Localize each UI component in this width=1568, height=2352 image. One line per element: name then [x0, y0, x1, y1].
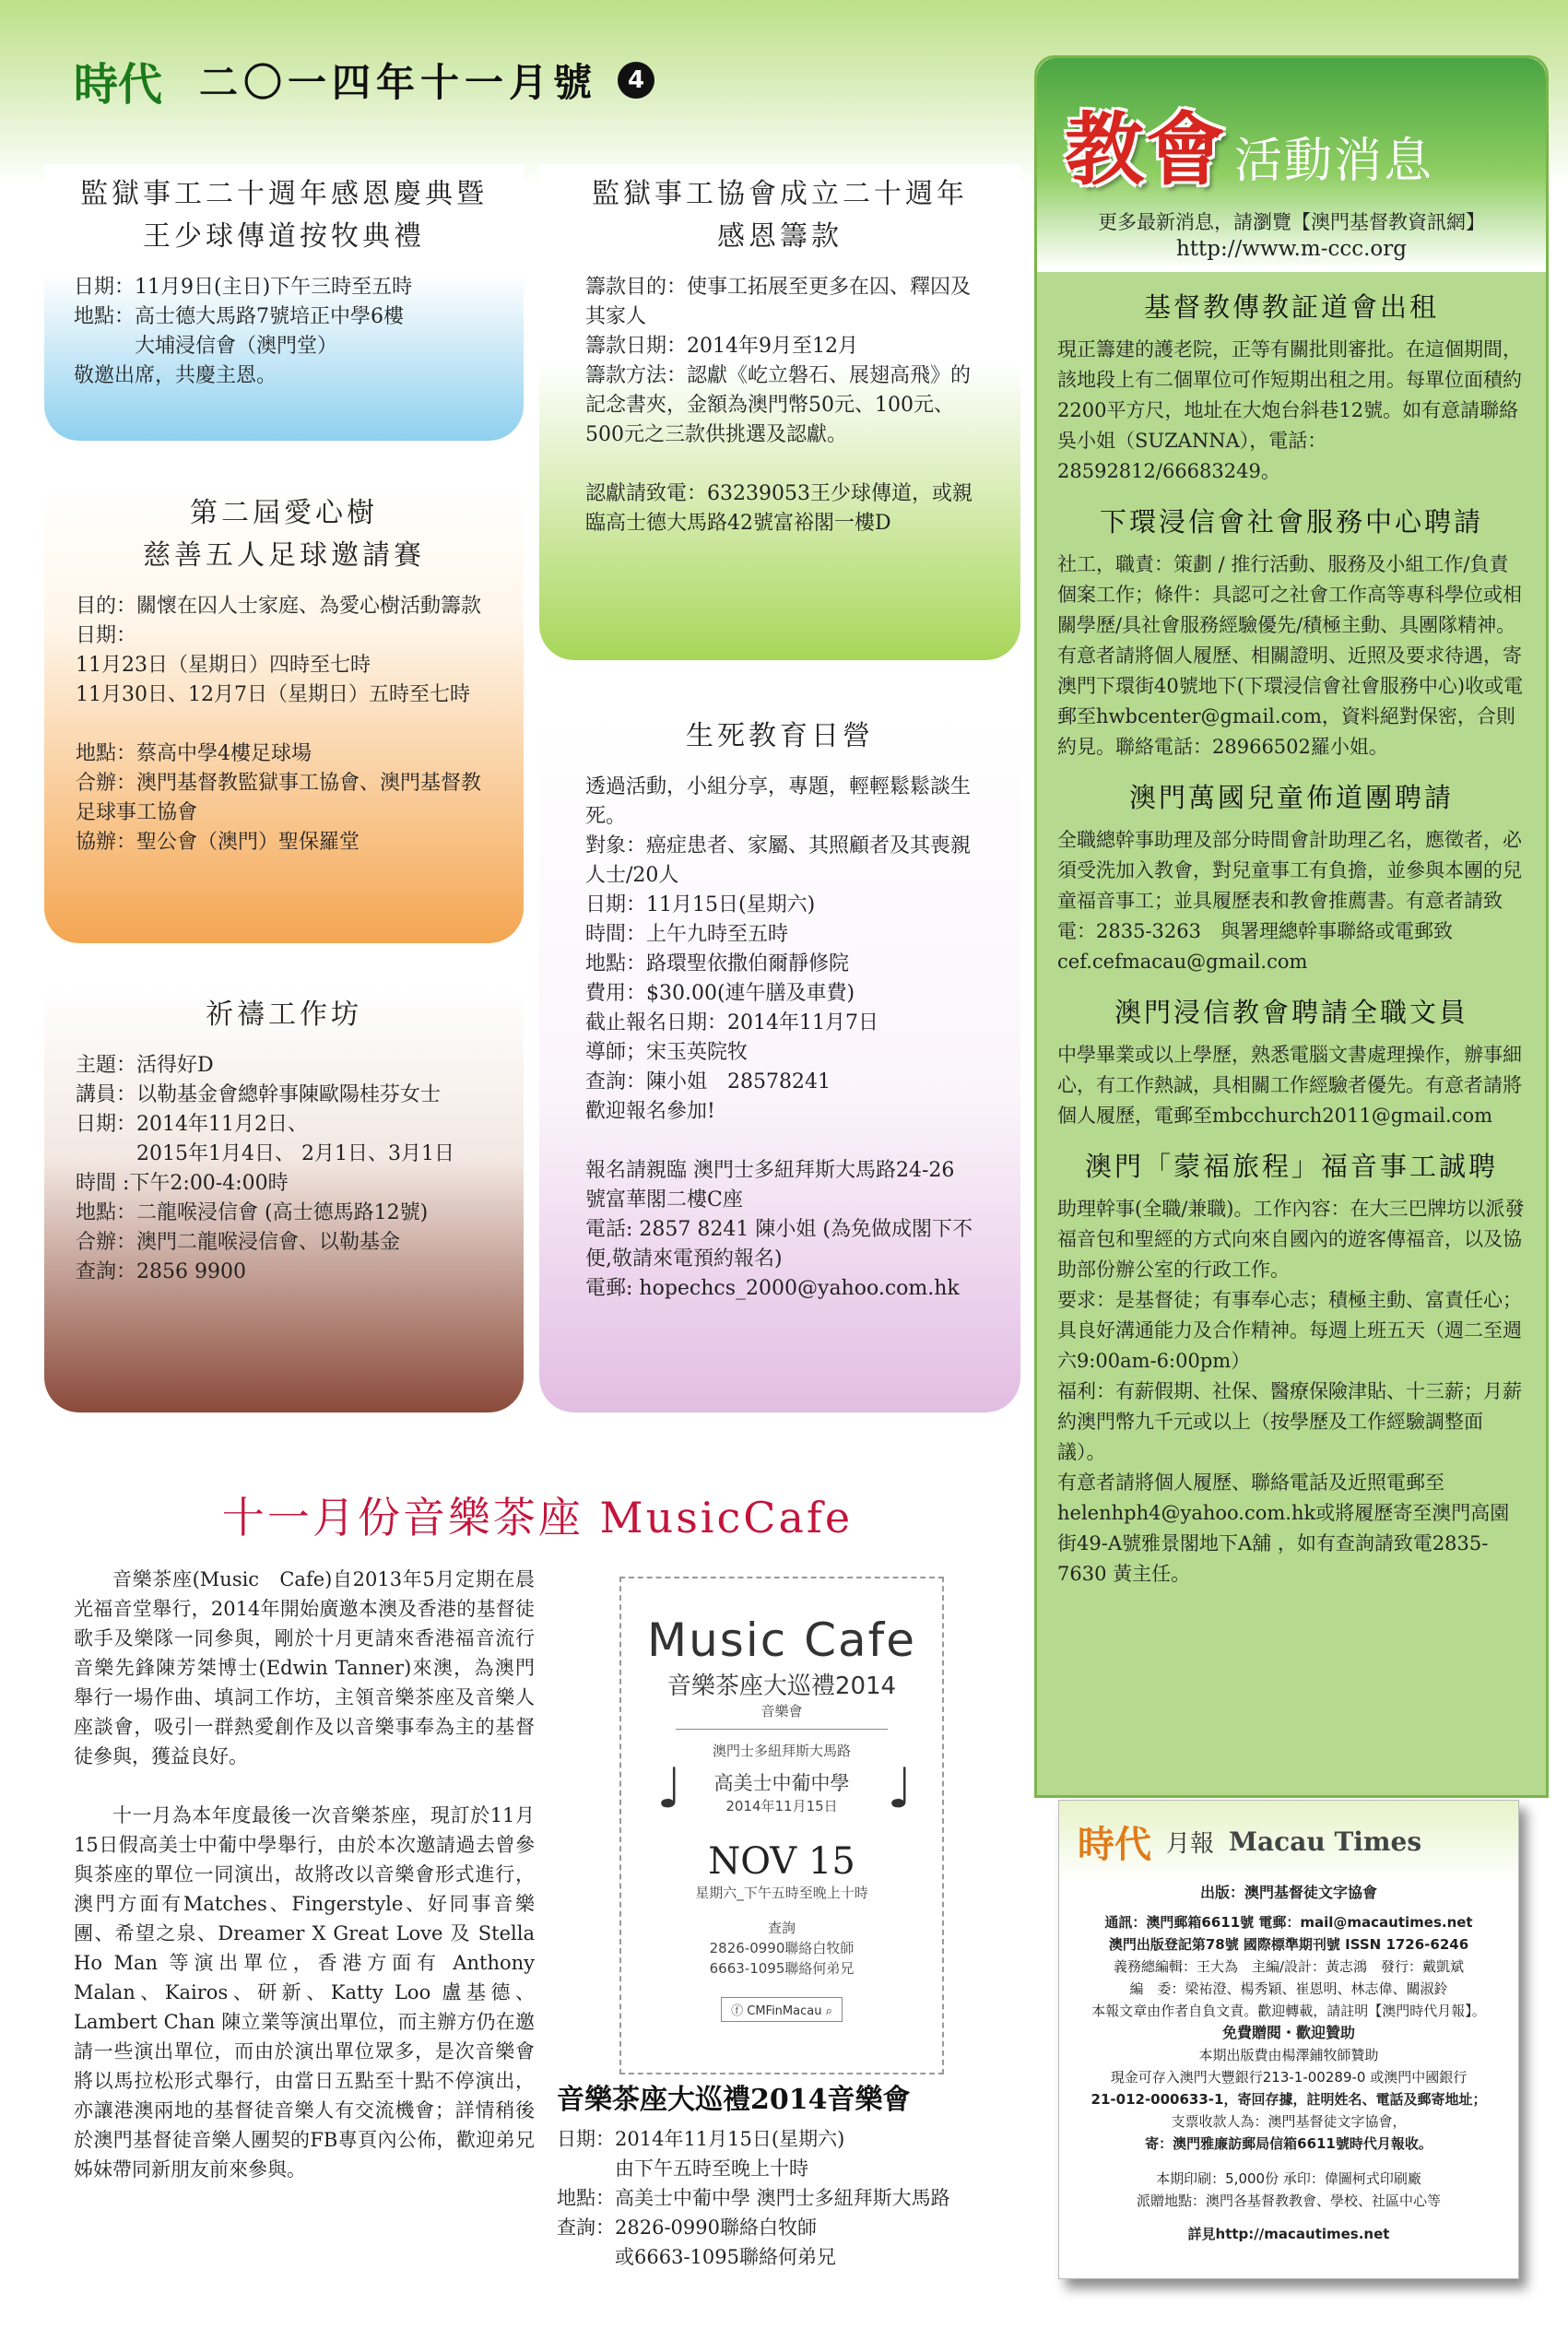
church-ads-list — [1037, 272, 1546, 1795]
box-body: 主題：活得好D 講員：以勒基金會總幹事陳歐陽桂芬女士 日期：2014年11月2日、 2015年1月4日、 2月1日、3月1日 時間 :下午2:00-4:00時 地點：二龍喉浸信會 (高士德馬路12號) 合辦：澳門二龍喉浸信會、以勒基金 查詢：2856 9900 — [76, 1054, 454, 1283]
box-title: 監獄事工二十週年感恩慶典暨 — [80, 178, 488, 210]
poster-kind: 音樂會 — [760, 1703, 803, 1720]
music-note-icon: ♩ — [656, 1756, 683, 1821]
box-body: 地點：蔡高中學4樓足球場 合辦：澳門基督教監獄事工協會、澳門基督教足球事工協會 協辦：聖公會（澳門）聖保羅堂 — [76, 742, 482, 854]
box-body: 報名請親臨 澳門士多紐拜斯大馬路24-26號富華閣二樓C座 電話: 2857 8241 陳小姐 (為免做成閣下不便,敬請來電預約報名) 電郵: hopechcs_2000@yahoo.com.hk — [585, 1159, 973, 1300]
times-brand: 時代 — [1078, 1822, 1151, 1866]
music-note-icon: ♩ — [887, 1756, 914, 1821]
times-line: 出版：澳門基督徒文字協會 — [1199, 1884, 1377, 1901]
fundraising-box — [539, 164, 1020, 660]
ad-title: 下環浸信會社會服務中心聘請 — [1099, 506, 1483, 538]
box-title: 祈禱工作坊 — [206, 999, 362, 1031]
poster-address: 澳門士多紐拜斯大馬路 — [712, 1743, 851, 1759]
macau-times-info-box — [1058, 1800, 1519, 2279]
ad-title: 基督教傳教証道會出租 — [1143, 291, 1439, 323]
times-line: 澳門出版登記第78號 國際標準期刊號 ISSN 1726-6246 — [1108, 1936, 1469, 1953]
times-line: 免費贈閱・歡迎贊助 — [1221, 2024, 1355, 2041]
poster-time: 星期六_下午五時至晚上十時 — [695, 1885, 868, 1901]
times-line: 21-012-000633-1，寄回存據，註明姓名、電話及郵寄地址； — [1091, 2091, 1487, 2108]
issue-title: 二〇一四年十一月號 — [199, 60, 598, 105]
church-ad — [1057, 777, 1526, 977]
ad-body: 社工，職責：策劃 / 推行活動、服務及小組工作/負責個案工作；條件：具認可之社會工作高等專科學位或相關學歷/具社會服務經驗優先/積極主動、具團隊精神。有意者請將個人履歷、相關證明、近照及要求待遇，寄澳門下環街40號地下(下環浸信會社會服務中心)收或電郵至hwbcenter@gmail.com，資料絕對保密，合則約見。聯絡電話：28966502羅小姐。 — [1057, 553, 1524, 758]
poster-subtitle: 音樂茶座大巡禮2014 — [666, 1672, 897, 1700]
masthead-brand: 時代 — [74, 58, 163, 111]
church-ad — [1057, 287, 1526, 487]
music-cafe-article — [74, 1565, 535, 2214]
football-tournament-box — [44, 487, 524, 943]
box-title: 生死教育日營 — [686, 720, 874, 752]
search-icon: ⌕ — [821, 2004, 832, 2018]
times-line: 本報文章由作者自負文責。歡迎轉載，請註明【澳門時代月報】。 — [1091, 2003, 1486, 2019]
times-line: 義務總編輯：王大為 主編/設計：黃志鴻 發行：戴凱斌 — [1113, 1958, 1465, 1975]
poster-facebook — [721, 1997, 843, 2022]
poster-nov: NOV 15 — [708, 1840, 855, 1883]
times-line: 現金可存入澳門大豐銀行213-1-00289-0 或澳門中國銀行 — [1110, 2069, 1468, 2086]
article-paragraph: 音樂茶座(Music Cafe)自2013年5月定期在晨光福音堂舉行，2014年開始廣邀本澳及香港的基督徒歌手及樂隊一同參與，剛於十月更請來香港福音流行音樂先鋒陳芳桀博士(Edwin Tanner)來澳，為澳門舉行一場作曲、填詞工作坊，主領音樂茶座及音樂人座談會，吸引一群熱愛創作及以音樂事奉為主的基督徒參與，獲益良好。 — [74, 1568, 535, 1767]
church-title-small: 活動消息 — [1234, 134, 1434, 189]
prison-ministry-anniversary-box — [44, 164, 524, 441]
times-line: 寄：澳門雅廉訪郵局信箱6611號時代月報收。 — [1145, 2135, 1432, 2152]
box-body: 目的：關懷在囚人士家庭、為愛心樹活動籌款 日期： 11月23日（星期日）四時至七時 11月30日、12月7日（星期日）五時至七時 — [76, 595, 482, 706]
ad-title: 澳門「蒙福旅程」福音事工誠聘 — [1084, 1151, 1498, 1182]
music-cafe-title: 十一月份音樂茶座 MusicCafe — [221, 1493, 854, 1542]
times-line: 本期出版費由楊澤鋪牧師贊助 — [1198, 2047, 1379, 2063]
page-header — [74, 48, 654, 112]
box-body: 日期：11月9日(主日)下午三時至五時 地點：高士德大馬路7號培正中學6樓 大埔浸信會（澳門堂） 敬邀出席，共慶主恩。 — [74, 276, 413, 387]
box-body: 籌款目的：使事工拓展至更多在囚、釋囚及其家人 籌款日期：2014年9月至12月 籌款方法：認獻《屹立磐石、展翅高飛》的記念書夾，金額為澳門幣50元、100元、500元之三款供挑選及認獻。 — [585, 276, 972, 446]
box-body: 透過活動，小組分享，專題，輕輕鬆鬆談生死。 對象：癌症患者、家屬、其照顧者及其喪親人士/20人 日期：11月15日(星期六) 時間：上午九時至五時 地點：路環聖依撒伯爾靜修院 費用：$30.00(連午膳及車費) 截止報名日期：2014年11月7日 導師；宋玉英院牧 查詢：陳小姐 28578241 歡迎報名參加! — [585, 775, 972, 1123]
church-subtitle: 更多最新消息，請瀏覽【澳門基督教資訊網】 — [1098, 211, 1485, 233]
box-body: 認獻請致電：63239053王少球傳道，或親臨高士德大馬路42號富裕閣一樓D — [585, 482, 973, 535]
poster-divider — [676, 1729, 888, 1730]
poster-date: 2014年11月15日 — [725, 1798, 838, 1814]
concert-title: 音樂茶座大巡禮2014音樂會 — [557, 2084, 911, 2116]
concert-details: 日期：2014年11月15日(星期六) 由下午五時至晚上十時 地點：高美士中葡中學 澳門士多紐拜斯大馬路 查詢：2826-0990聯絡白牧師 或6663-1095聯絡何弟兄 — [557, 2128, 950, 2268]
times-header — [1059, 1801, 1518, 1882]
ad-body: 中學畢業或以上學歷，熟悉電腦文書處理操作，辦事細心，有工作熱誠，具相關工作經驗者優先。有意者請將個人履歷，電郵至mbcchurch2011@gmail.com — [1057, 1044, 1522, 1127]
church-url: http://www.m-ccc.org — [1175, 237, 1407, 261]
ad-body: 現正籌建的護老院，正等有關批則審批。在這個期間，該地段上有二個單位可作短期出租之用。每單位面積約2200平方尺，地址在大炮台斜巷12號。如有意請聯絡吳小姐（SUZANNA），電話：28592812/66683249。 — [1057, 338, 1522, 482]
ad-body: 全職總幹事助理及部分時間會計助理乙名，應徵者，必須受洗加入教會，對兒童事工有負擔，並參與本團的兒童福音事工；並具履歷表和教會推薦書。有意者請致電：2835-3263 與署理總幹事聯絡或電郵致cef.cefmacau@gmail.com — [1057, 829, 1522, 973]
prayer-workshop-box — [44, 988, 524, 1412]
poster-title: Music Cafe — [646, 1613, 917, 1667]
ad-body: 助理幹事(全職/兼職)。工作內容：在大三巴牌坊以派發福音包和聖經的方式向來自國內的遊客傳福音，以及協助部份辦公室的行政工作。 要求：是基督徒；有事奉心志；積極主動、富責任心；具良好溝通能力及合作精神。每週上班五天（週二至週六9:00am-6:00pm） 福利：有薪假期、社保、醫療保險津貼、十三薪；月薪約澳門幣九千元或以上（按學歷及工作經驗調整面議）。 有意者請將個人履歷、聯絡電話及近照電郵至helenhph4@yahoo.com.hk或將履歷寄至澳門高園街49-A號雅景閣地下A舖 ，如有查詢請致電2835-7630 黃主任。 — [1057, 1198, 1525, 1585]
life-death-camp-box — [539, 710, 1020, 1412]
article-paragraph: 十一月為本年度最後一次音樂茶座，現訂於11月15日假高美士中葡中學舉行，由於本次邀請過去曾參與茶座的單位一同演出，故將改以音樂會形式進行，澳門方面有Matches、Fingerstyle、好同事音樂團、希望之泉、Dreamer X Great Love 及 Stella Ho Man 等演出單位，香港方面有 Anthony Malan、Kairos、研新、Katty Loo 盧基德、Lambert Chan 陳立業等演出單位，而主辦方仍在邀請一些演出單位，而由於演出單位眾多，是次音樂會將以馬拉松形式舉行，由當日五點至十點不停演出，亦讓港澳兩地的基督徒音樂人有交流機會；詳情稍後於澳門基督徒音樂人團契的FB專頁內公佈，歡迎弟兄姊妹帶同新朋友前來參與。 — [74, 1804, 535, 2181]
facebook-handle: CMFinMacau — [747, 2004, 822, 2018]
church-news-title — [1065, 86, 1433, 200]
church-ad — [1057, 1146, 1526, 1590]
poster-school: 高美士中葡中學 — [713, 1772, 850, 1794]
times-english: Macau Times — [1229, 1826, 1422, 1857]
times-body — [1059, 1882, 1518, 2245]
church-news-column — [1034, 55, 1549, 1798]
poster-phone: 2826-0990聯絡白牧師 — [709, 1940, 855, 1956]
times-line: 派贈地點：澳門各基督教教會、學校、社區中心等 — [1136, 2192, 1441, 2209]
church-ad — [1057, 502, 1526, 762]
box-title: 第二屆愛心樹 — [190, 497, 378, 529]
page-number-badge: 4 — [618, 62, 654, 99]
ad-title: 澳門萬國兒童佈道團聘請 — [1128, 782, 1454, 813]
church-ad — [1057, 992, 1526, 1131]
box-title: 慈善五人足球邀請賽 — [143, 539, 425, 572]
box-title: 監獄事工協會成立二十週年 — [592, 178, 968, 210]
times-line: 編 委：梁祐澄、楊秀穎、崔恩明、林志偉、關淑鈴 — [1129, 1980, 1448, 1997]
music-cafe-poster — [619, 1577, 944, 2074]
times-line: 支票收款人為：澳門基督徒文字協會， — [1171, 2113, 1407, 2130]
times-line: 本期印刷：5,000份 承印：偉圖柯式印刷廠 — [1156, 2170, 1421, 2187]
box-title: 王少球傳道按牧典禮 — [143, 220, 425, 253]
poster-phone: 6663-1095聯絡何弟兄 — [709, 1960, 855, 1977]
concert-info — [557, 2076, 1036, 2272]
times-line: 通訊：澳門郵箱6611號 電郵：mail@macautimes.net — [1104, 1914, 1473, 1931]
times-website: 詳見http://macautimes.net — [1187, 2226, 1390, 2242]
church-title-big: 教會 — [1065, 104, 1227, 196]
poster-enquiry: 查詢 — [767, 1920, 796, 1936]
ad-title: 澳門浸信教會聘請全職文員 — [1114, 997, 1468, 1028]
box-title: 感恩籌款 — [717, 220, 843, 253]
church-news-header — [1037, 58, 1546, 268]
times-month: 月報 — [1166, 1829, 1215, 1858]
facebook-icon: ⓕ — [731, 2004, 748, 2018]
